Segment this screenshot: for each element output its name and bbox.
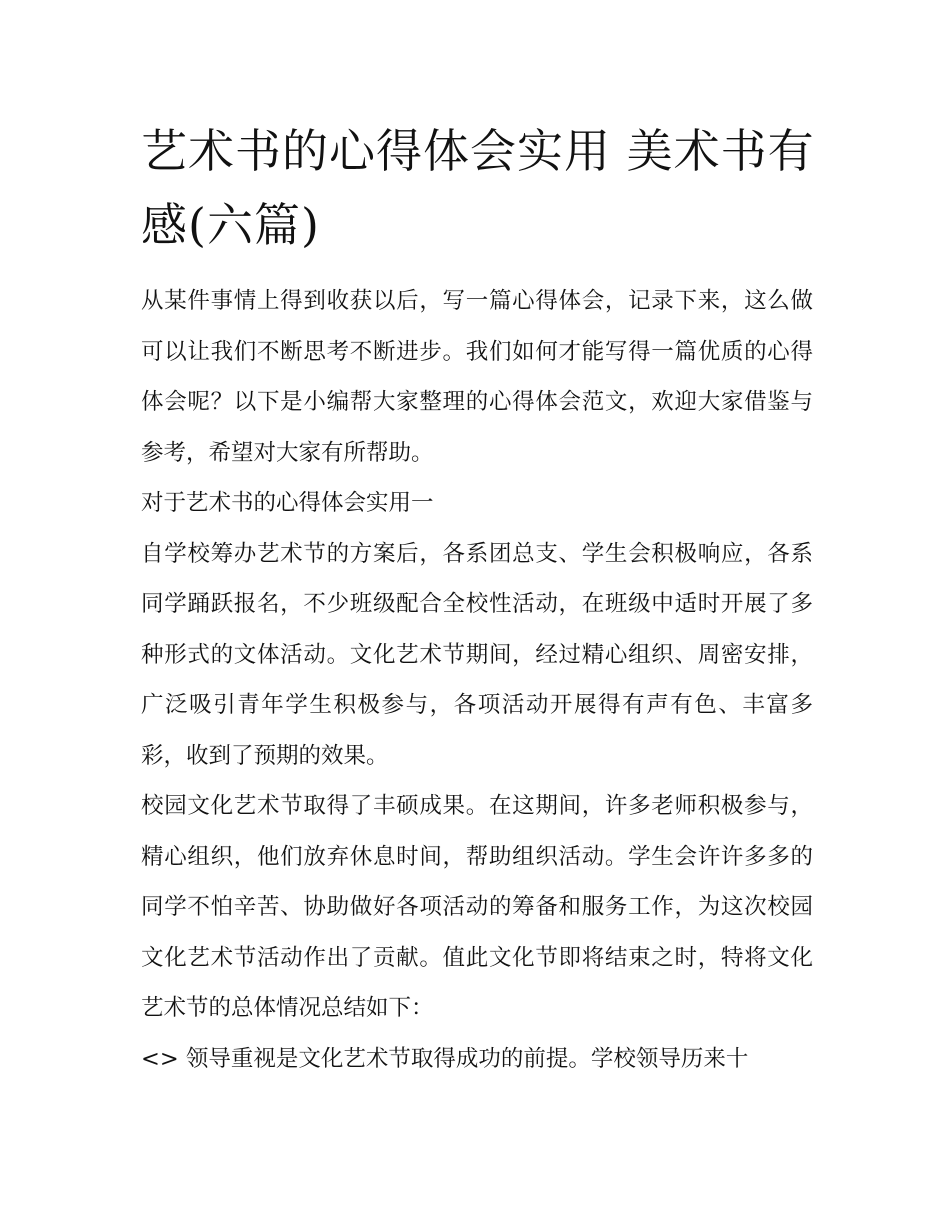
section-heading: 对于艺术书的心得体会实用一 — [141, 490, 434, 516]
body-paragraph: <> 领导重视是文化艺术节取得成功的前提。学校领导历来十 — [141, 1045, 749, 1072]
body-paragraph: 自学校筹办艺术节的方案后，各系团总支、学生会积极响应，各系同学踊跃报名，不少班级配合全校性活动，在班级中适时开展了多种形式的文体活动。文化艺术节期间，经过精心组织、周密安排，广泛吸引青年学生积极参与，各项活动开展得有声有色、丰富多彩，收到了预期的效果。 — [141, 540, 813, 769]
document-title: 艺术书的心得体会实用 美术书有感(六篇) — [141, 124, 815, 252]
document-body — [141, 276, 813, 1084]
body-paragraph: 校园文化艺术节取得了丰硕成果。在这期间，许多老师积极参与，精心组织，他们放弃休息时间，帮助组织活动。学生会许许多多的同学不怕辛苦、协助做好各项活动的筹备和服务工作，为这次校园文化艺术节活动作出了贡献。值此文化节即将结束之时，特将文化艺术节的总体情况总结如下： — [141, 793, 813, 1021]
intro-paragraph: 从某件事情上得到收获以后，写一篇心得体会，记录下来，这么做可以让我们不断思考不断进步。我们如何才能写得一篇优质的心得体会呢？以下是小编帮大家整理的心得体会范文，欢迎大家借鉴与参考，希望对大家有所帮助。 — [141, 288, 813, 466]
